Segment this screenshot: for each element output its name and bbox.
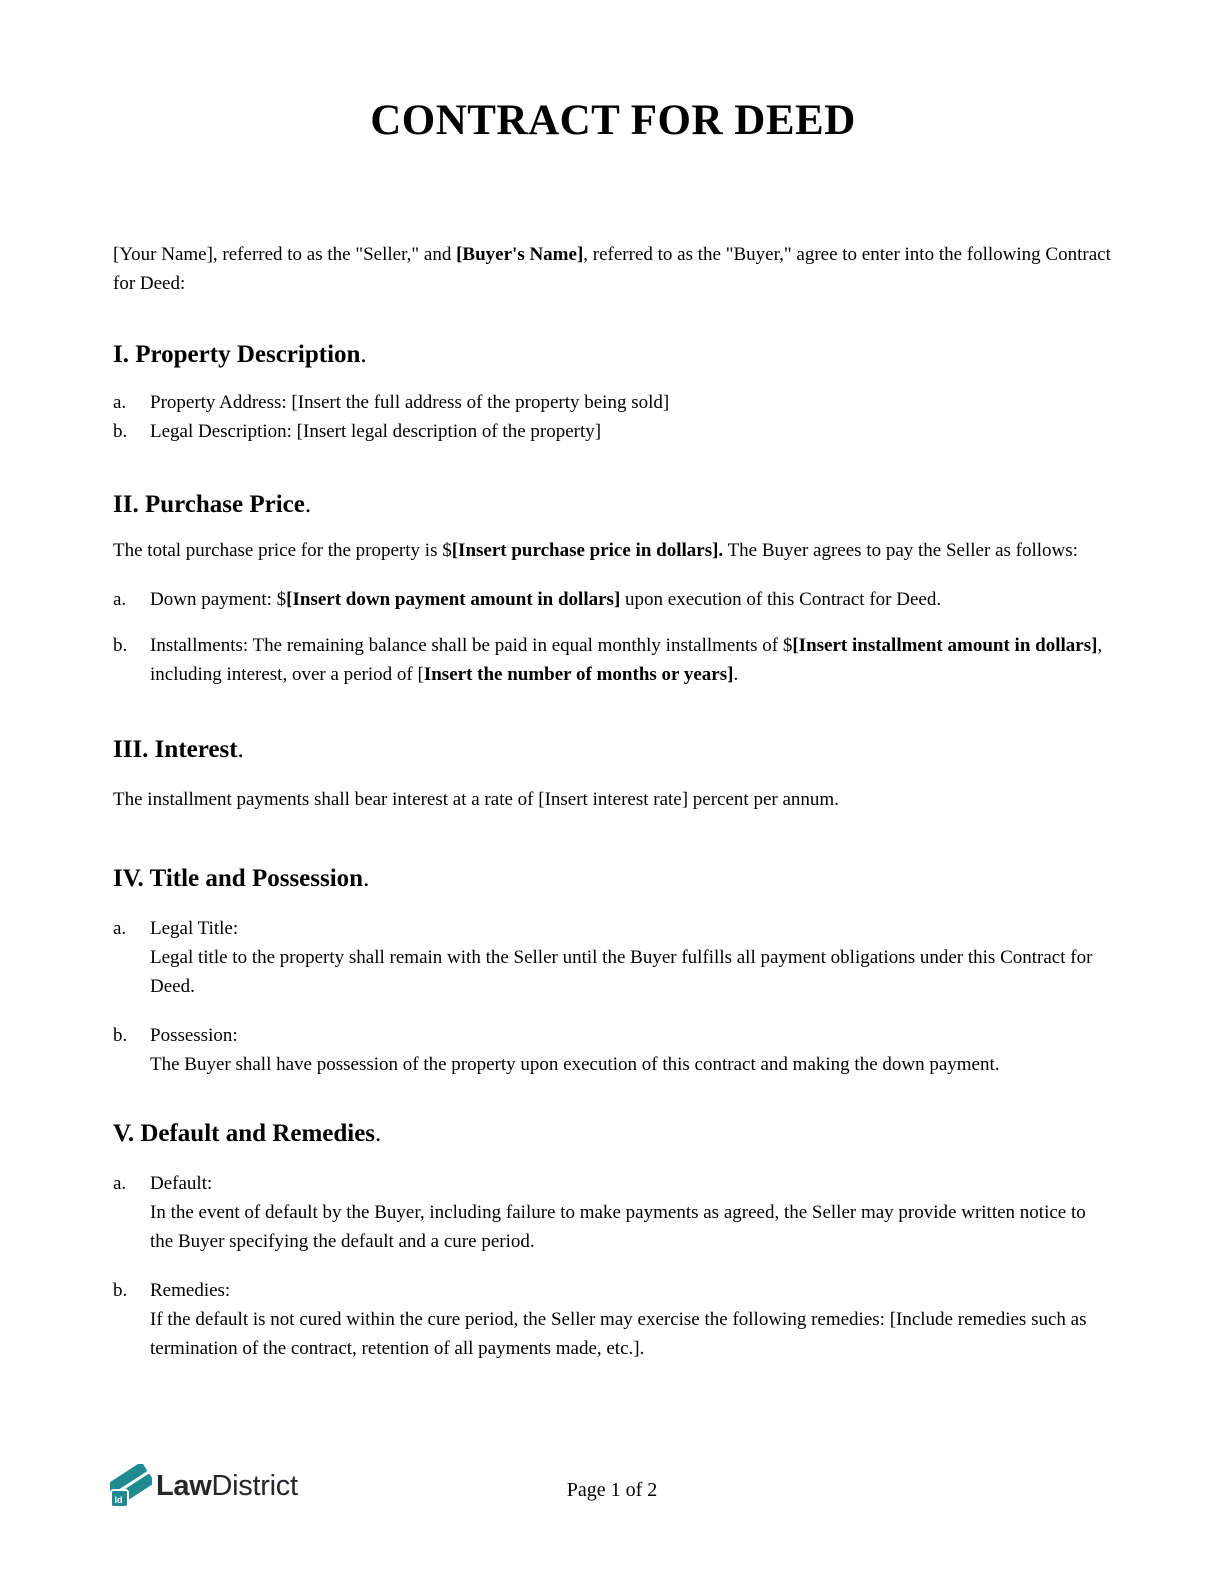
property-description-items xyxy=(113,388,1113,446)
buyer-name-placeholder: [Buyer's Name] xyxy=(456,244,584,265)
list-item-legal-description xyxy=(113,417,1113,446)
item-text: upon execution of this Contract for Deed. xyxy=(620,589,942,610)
section-heading-period: . xyxy=(237,736,244,763)
logo-law: Law xyxy=(156,1470,212,1502)
item-body: Legal title to the property shall remain with the Seller until the Buyer fulfills all payment obligations under this Contract for Deed. xyxy=(150,947,1093,997)
section-heading-period: . xyxy=(375,1120,382,1147)
intro-paragraph xyxy=(113,240,1113,298)
section-heading-period: . xyxy=(360,341,367,368)
item-label: Possession: xyxy=(150,1025,238,1046)
paragraph-text: The Buyer agrees to pay the Seller as follows: xyxy=(723,540,1078,561)
term-placeholder: Insert the number of months or years] xyxy=(423,664,734,685)
purchase-price-paragraph xyxy=(113,536,1113,565)
document-title: CONTRACT FOR DEED xyxy=(370,97,856,144)
item-body: If the default is not cured within the cure period, the Seller may exercise the following remedies: [Include remedies such as termination of the contract, retention of all payments made, etc.]. xyxy=(150,1309,1087,1359)
logo-district: District xyxy=(211,1470,298,1502)
item-body: In the event of default by the Buyer, including failure to make payments as agreed, the Seller may provide written notice to the Buyer specifying the default and a cure period. xyxy=(150,1202,1086,1252)
section-interest xyxy=(113,735,1113,814)
list-item-text xyxy=(150,1276,1113,1363)
item-text: Down payment: $ xyxy=(150,589,287,610)
list-item-text: Property Address: [Insert the full address of the property being sold] xyxy=(150,392,670,413)
list-marker: a. xyxy=(113,392,127,413)
item-text: . xyxy=(733,664,739,685)
list-marker: b. xyxy=(113,1025,128,1046)
item-label: Default: xyxy=(150,1173,213,1194)
list-marker: b. xyxy=(113,1280,128,1301)
section-heading-interest xyxy=(113,735,1113,765)
section-heading-text: IV. Title and Possession xyxy=(113,865,364,892)
item-text: Installments: The remaining balance shall be paid in equal monthly installments of $ xyxy=(150,635,793,656)
item-label: Legal Title: xyxy=(150,918,239,939)
list-item-remedies xyxy=(113,1276,1113,1363)
section-heading-default-remedies xyxy=(113,1119,1113,1149)
section-heading-purchase-price xyxy=(113,490,1113,520)
list-marker: a. xyxy=(113,1173,127,1194)
intro-text-buyer: , referred to as the "Buyer," agree to enter into the following Contract for Deed: xyxy=(113,244,1111,294)
list-item-installments xyxy=(113,631,1113,689)
logo-monogram: ld xyxy=(114,1495,123,1505)
interest-paragraph: The installment payments shall bear interest at a rate of [Insert interest rate] percent per annum. xyxy=(113,789,839,810)
section-heading-period: . xyxy=(304,491,312,518)
document-content xyxy=(113,0,1113,1363)
list-marker: a. xyxy=(113,589,127,610)
section-default-and-remedies xyxy=(113,1119,1113,1363)
section-heading-property-description xyxy=(113,340,1113,370)
section-purchase-price xyxy=(113,490,1113,689)
list-marker: b. xyxy=(113,635,128,656)
item-body: The Buyer shall have possession of the property upon execution of this contract and making the down payment. xyxy=(150,1054,1000,1075)
list-item-text xyxy=(150,1021,1113,1079)
list-marker: a. xyxy=(113,918,127,939)
item-label: Remedies: xyxy=(150,1280,231,1301)
section-property-description xyxy=(113,340,1113,446)
installment-amount-placeholder: [Insert installment amount in dollars] xyxy=(792,635,1098,656)
list-item-possession xyxy=(113,1021,1113,1079)
section-heading-period: . xyxy=(363,865,370,892)
paragraph-text: The total purchase price for the property is $ xyxy=(113,540,452,561)
section-heading-text: I. Property Description xyxy=(113,341,361,368)
section-heading-text: II. Purchase Price xyxy=(113,491,305,518)
list-item-legal-title xyxy=(113,914,1113,1001)
down-payment-placeholder: [Insert down payment amount in dollars] xyxy=(286,589,621,610)
list-item-text xyxy=(150,1169,1113,1256)
purchase-price-placeholder: [Insert purchase price in dollars]. xyxy=(451,540,724,561)
list-item-text xyxy=(150,631,1113,689)
list-item-down-payment xyxy=(113,585,1113,614)
intro-text-seller: [Your Name], referred to as the "Seller," and xyxy=(113,244,457,265)
item-text: , including interest, over a period of [ xyxy=(150,635,1103,685)
list-item-property-address xyxy=(113,388,1113,417)
list-item-text: Legal Description: [Insert legal description of the property] xyxy=(150,421,602,442)
list-marker: b. xyxy=(113,421,128,442)
section-heading-text: V. Default and Remedies xyxy=(113,1120,376,1147)
list-item-default xyxy=(113,1169,1113,1256)
section-heading-title-possession xyxy=(113,864,1113,894)
list-item-text xyxy=(150,585,1113,614)
page-footer xyxy=(0,1462,1224,1532)
page-number: Page 1 of 2 xyxy=(566,1479,658,1501)
section-heading-text: III. Interest xyxy=(113,736,238,763)
section-title-and-possession xyxy=(113,864,1113,1079)
list-item-text xyxy=(150,914,1113,1001)
